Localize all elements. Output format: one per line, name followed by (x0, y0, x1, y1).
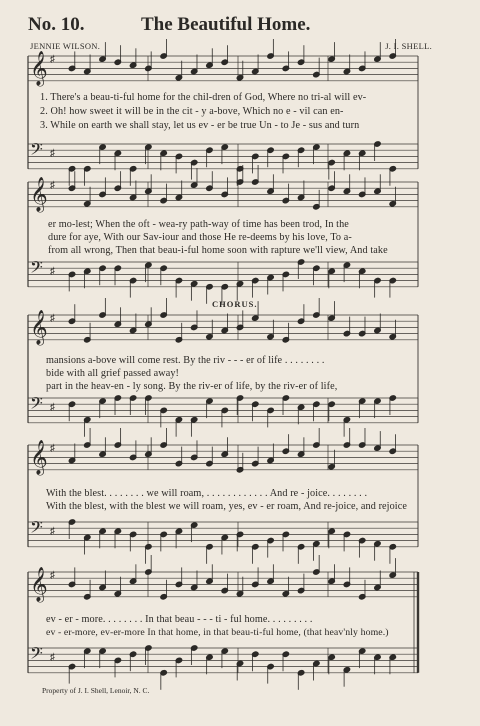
bass-clef-icon: 𝄢 (30, 393, 43, 417)
key-signature-sharp-icon: ♯ (50, 54, 55, 65)
key-signature-sharp-icon: ♯ (50, 148, 55, 159)
copyright-footer: Property of J. I. Shell, Lenoir, N. C. (42, 686, 150, 695)
system5-line2: ev - er-more, ev-er-more In that home, in that beau-ti-ful home, (that heav'nly home.) (46, 627, 389, 638)
lyricist-credit: JENNIE WILSON. (30, 41, 101, 51)
treble-clef-icon: 𝄞 (30, 177, 48, 212)
bass-clef-icon: 𝄢 (30, 517, 43, 541)
system5-line1: ev - er - more. . . . . . . . In that beau - - - ti - ful home. . . . . . . . . (46, 614, 313, 625)
composer-credit: J. I. SHELL. (385, 41, 432, 51)
system4-line1: With the blest. . . . . . . . we will roam, . . . . . . . . . . . . And re - joice. . . . . . . . (46, 488, 368, 499)
treble-clef-icon: 𝄞 (30, 567, 48, 602)
key-signature-sharp-icon: ♯ (50, 402, 55, 413)
system2-verse1: er mo-lest; When the oft - wea-ry path-way of time has been trod, In the (48, 219, 349, 230)
system2-verse2: dure for aye, With our Sav-iour and those He re-deems by his love, To a- (48, 232, 352, 243)
system1-verse1: 1. There's a beau-ti-ful home for the chil-dren of God, Where no tri-al will ev- (40, 92, 367, 103)
key-signature-sharp-icon: ♯ (50, 313, 55, 324)
system3-verse1: mansions a-bove will come rest. By the riv - - - er of life . . . . . . . . (46, 355, 325, 366)
key-signature-sharp-icon: ♯ (50, 266, 55, 277)
system1-verse2: 2. Oh! how sweet it will be in the cit - y a-bove, Which no e - vil can en- (40, 106, 344, 117)
system3-verse3: part in the heav-en - ly song. By the riv-er of life, by the riv-er of life, (46, 381, 338, 392)
key-signature-sharp-icon: ♯ (50, 570, 55, 581)
treble-clef-icon: 𝄞 (30, 440, 48, 475)
key-signature-sharp-icon: ♯ (50, 652, 55, 663)
system2-verse3: from all wrong, Then that beau-i-ful home soon with rapture we'll view, And take (48, 245, 388, 256)
key-signature-sharp-icon: ♯ (50, 526, 55, 537)
bass-clef-icon: 𝄢 (30, 139, 43, 163)
chorus-label: CHORUS. (212, 299, 258, 309)
key-signature-sharp-icon: ♯ (50, 443, 55, 454)
system3-verse2: bide with all grief passed away! (46, 368, 180, 379)
treble-clef-icon: 𝄞 (30, 310, 48, 345)
system1-verse3: 3. While on earth we shall stay, let us ev - er be true Un - to Je - sus and turn (40, 120, 360, 131)
system4-line2: With the blest, with the blest we will roam, yes, ev - er roam, And re-joice, and rejoice (46, 501, 407, 512)
treble-clef-icon: 𝄞 (30, 51, 48, 86)
bass-clef-icon: 𝄢 (30, 643, 43, 667)
hymn-title: The Beautiful Home. (141, 14, 311, 35)
hymn-number: No. 10. (28, 14, 85, 35)
bass-clef-icon: 𝄢 (30, 257, 43, 281)
key-signature-sharp-icon: ♯ (50, 180, 55, 191)
